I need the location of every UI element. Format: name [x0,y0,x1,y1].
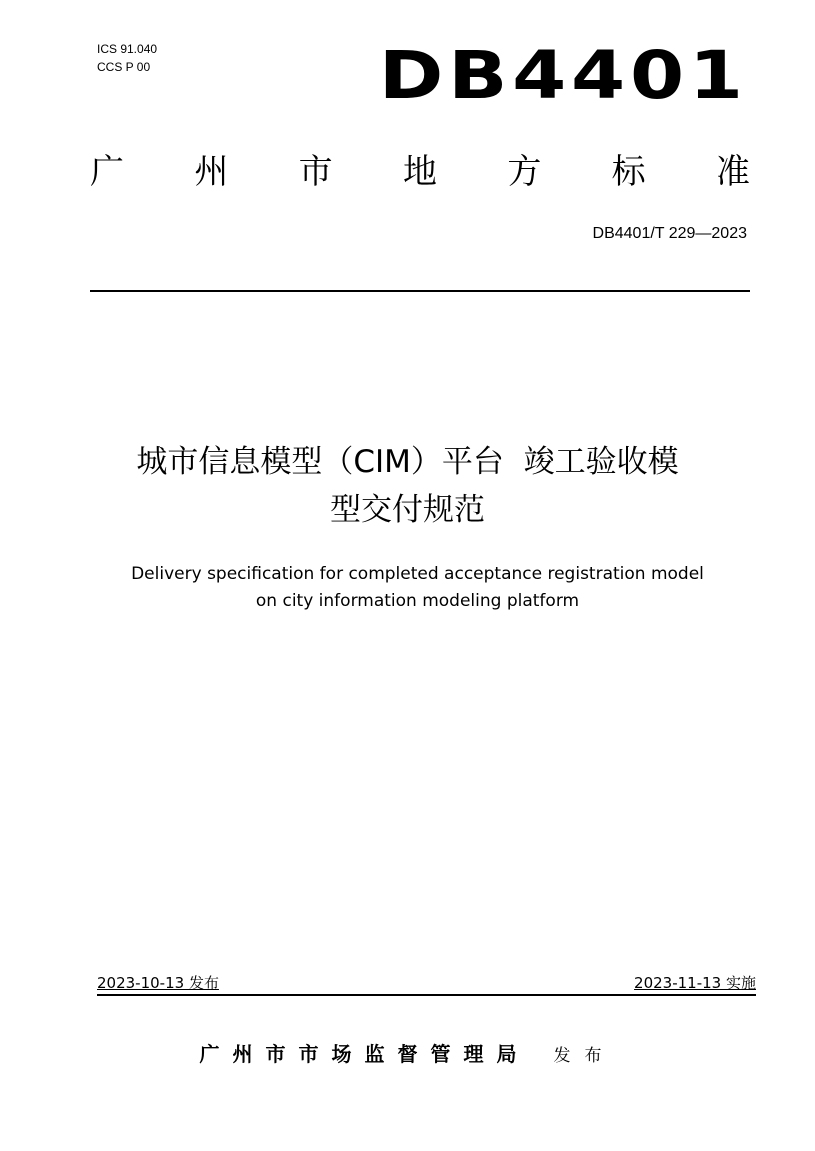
implement-date: 2023-11-13 实施 [634,974,756,992]
issuer-line [0,1038,815,1067]
english-title-line-2: on city information modeling platform [255,591,580,611]
standard-number: DB4401/T 229—2023 [592,225,747,242]
standard-type-char: 市 [298,152,333,192]
issuer-name: 广州市市场监督管理局 [199,1042,530,1066]
date-row [97,973,756,993]
ics-code: ICS 91.040 [97,42,158,56]
chinese-title-line-2: 型交付规范 [330,492,485,528]
header-divider [90,290,750,292]
standard-type-char: 州 [194,152,229,192]
standard-type-char: 地 [402,152,437,192]
standard-type-char: 广 [90,152,124,192]
english-title-line-1: Delivery specification for completed acceptance registration model [131,564,704,584]
issuer-action: 发布 [553,1046,616,1066]
english-title [60,561,775,615]
standard-type-char: 标 [611,152,646,192]
publish-date: 2023-10-13 发布 [97,974,219,992]
standard-type-char: 准 [715,152,750,192]
classification-codes [97,40,157,76]
footer-divider [97,994,756,996]
chinese-title-line-1: 城市信息模型（CIM）平台 竣工验收模 [136,444,679,480]
ccs-code: CCS P 00 [97,60,151,74]
standard-type-heading [90,150,750,194]
standard-logo: DB4401 [378,37,748,114]
chinese-title [60,438,755,534]
standard-type-char: 方 [507,152,542,192]
